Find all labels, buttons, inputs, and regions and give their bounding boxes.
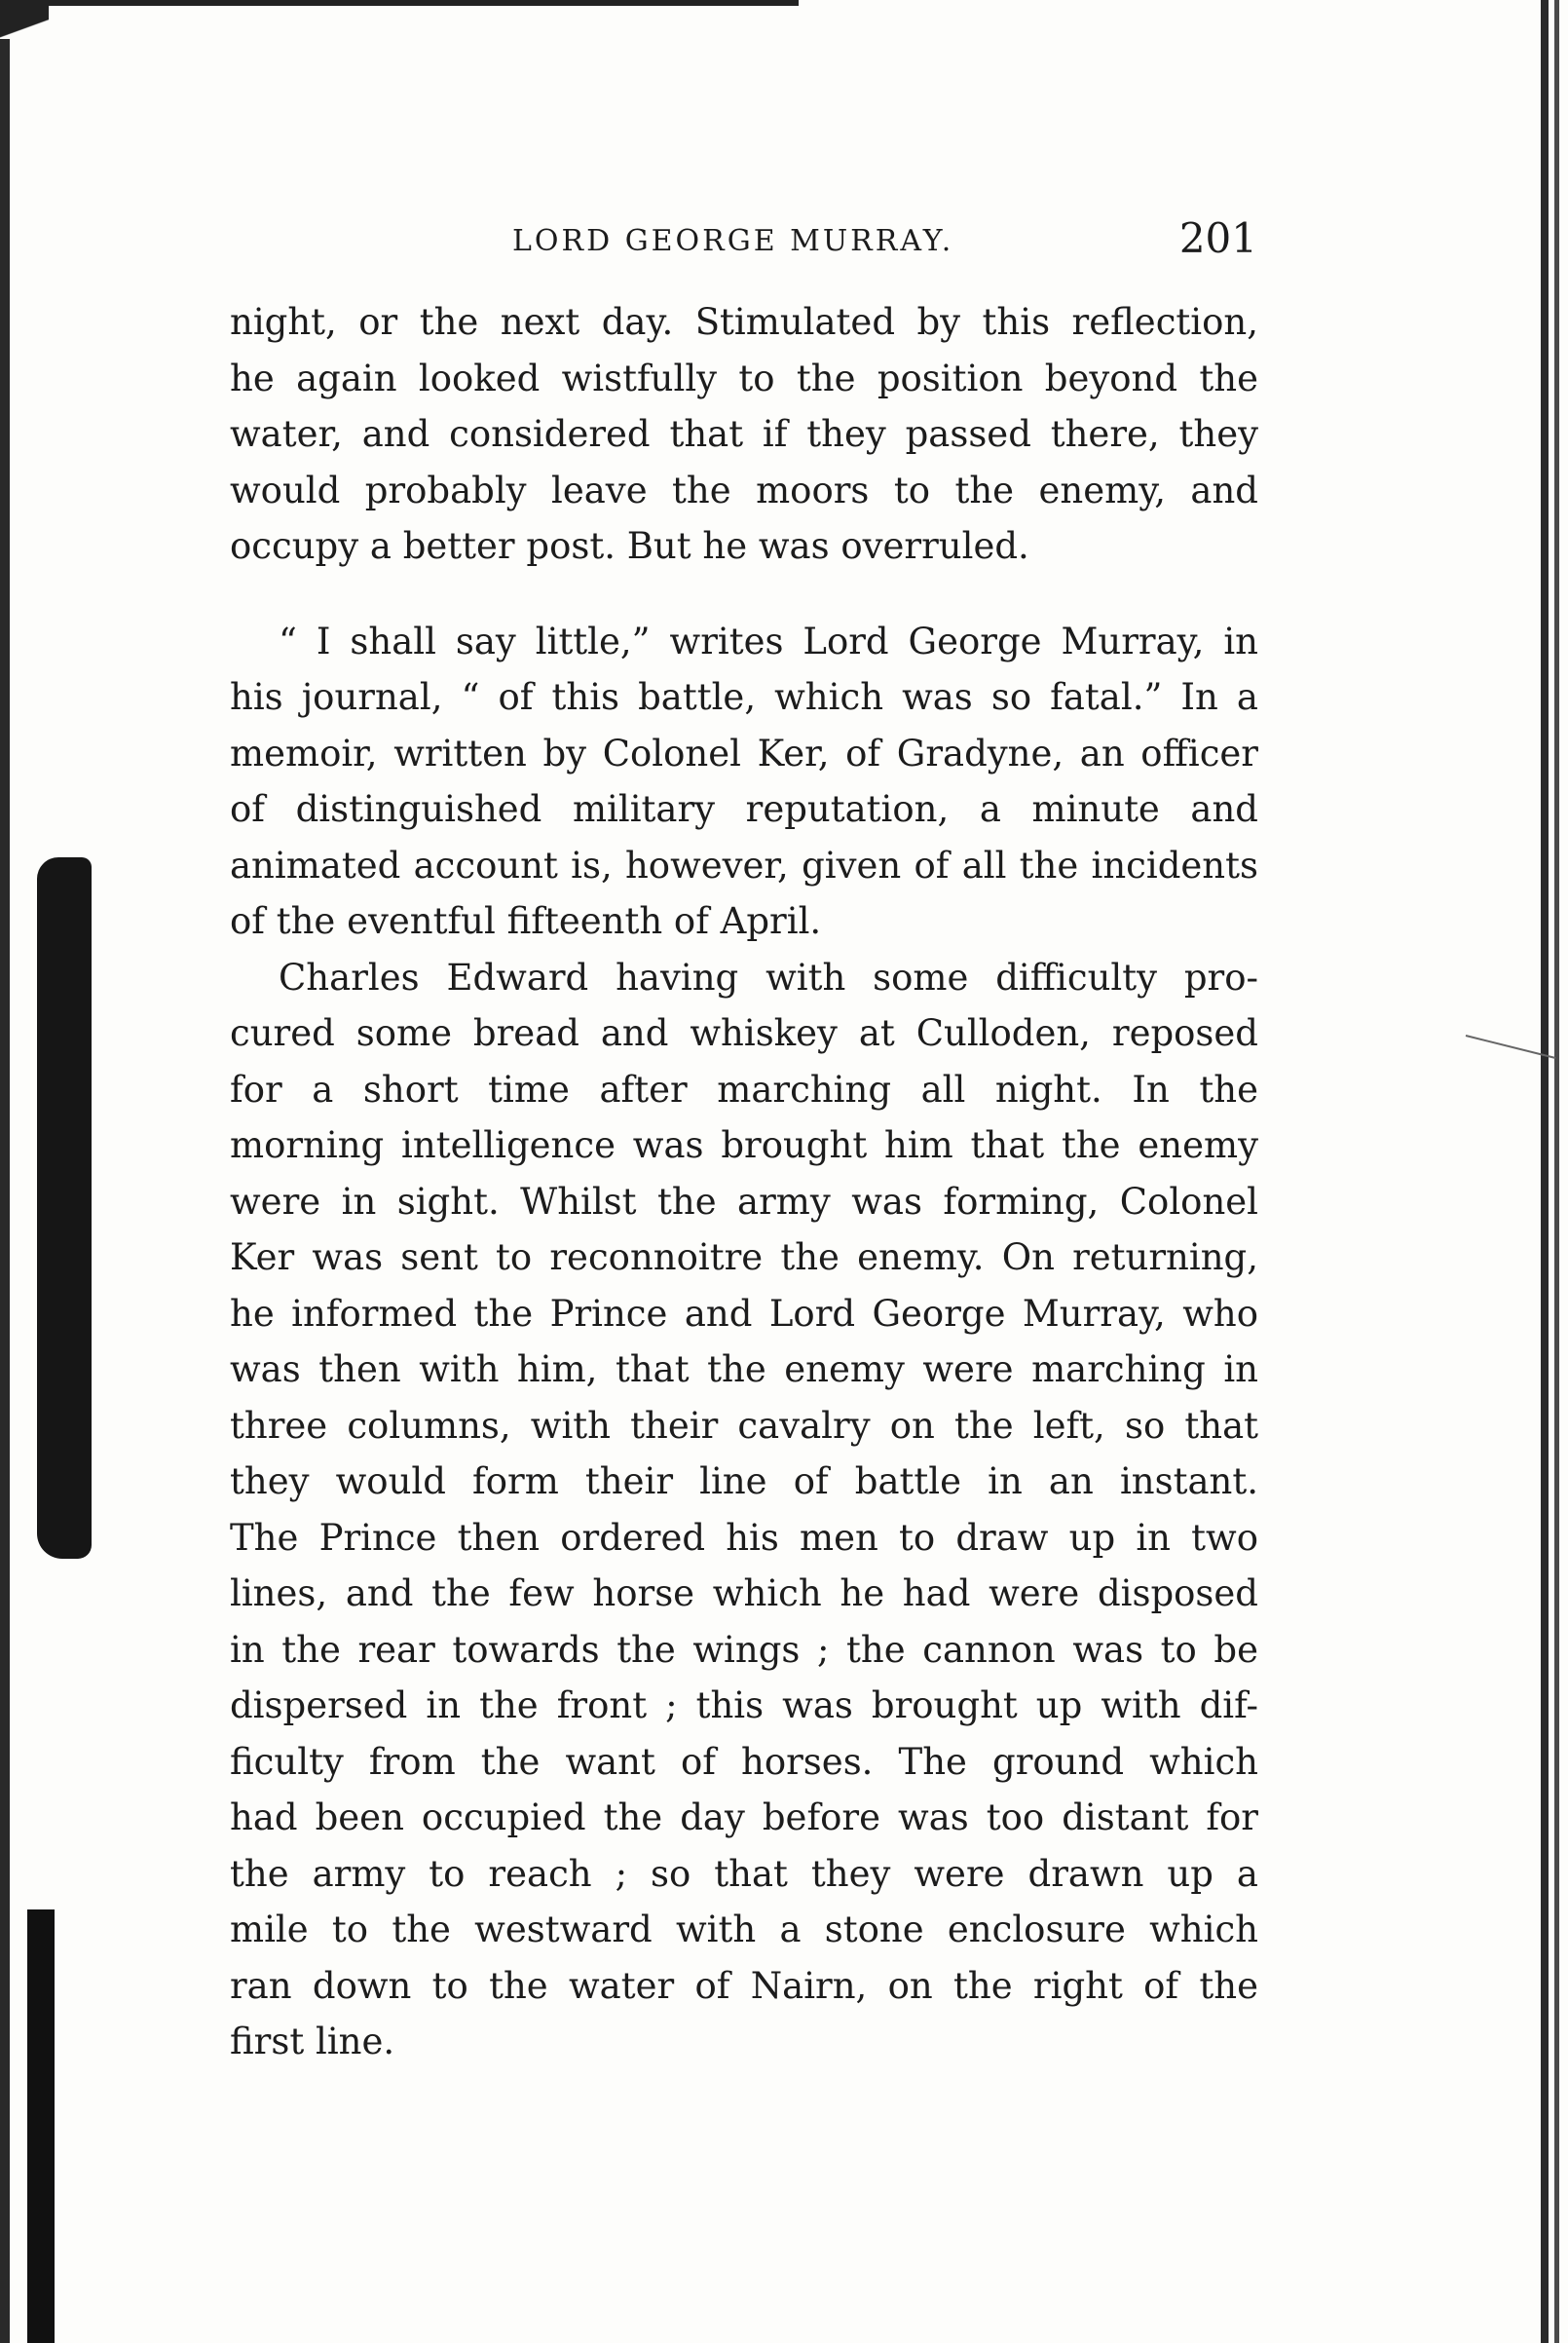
text-line: the army to reach ; so that they were drawn up a [230,1852,1258,1895]
text-line: The Prince then ordered his men to draw up in two [230,1516,1258,1559]
scan-binding-shadow [37,857,92,1559]
page-number: 201 [1178,214,1257,262]
text-line: for a short time after marching all night. In the [230,1068,1258,1111]
text-line: was then with him, that the enemy were marching in [230,1348,1258,1390]
text-line: Ker was sent to reconnoitre the enemy. On returning, [230,1236,1258,1278]
text-line: “ I shall say little,” writes Lord George Murray, in [279,620,1258,662]
scan-binding-shadow-lower [27,1909,55,2343]
text-line: animated account is, however, given of all the incidents [230,844,1258,887]
paragraph-spacer [230,575,1258,614]
text-line: had been occupied the day before was too distant for [230,1796,1258,1838]
text-line: mile to the westward with a stone enclosure which [230,1908,1258,1950]
text-line: lines, and the few horse which he had were disposed [230,1572,1258,1614]
text-line: memoir, written by Colonel Ker, of Gradyne, an officer [230,732,1258,775]
paragraph [230,614,1258,950]
text-line: water, and considered that if they passed there, they [230,413,1258,455]
body-text [230,294,1258,2070]
text-line: Charles Edward having with some difficulty pro- [279,956,1258,999]
paragraph [230,294,1258,575]
text-line: his journal, “ of this battle, which was so fatal.” In a [230,676,1258,718]
scan-right-edge [1541,0,1549,2343]
paragraph [230,950,1258,2070]
text-line: night, or the next day. Stimulated by this reflection, [230,301,1258,343]
text-line: of distinguished military reputation, a minute and [230,788,1258,830]
scan-left-edge [0,39,10,2343]
text-line: first line. [230,2021,395,2062]
text-line: morning intelligence was brought him that the enemy [230,1124,1258,1166]
text-line: would probably leave the moors to the enemy, and [230,469,1258,511]
text-line: in the rear towards the wings ; the cannon was to be [230,1628,1258,1671]
text-line: ran down to the water of Nairn, on the right of the [230,1964,1258,2007]
running-head: LORD GEORGE MURRAY. [512,224,954,258]
text-line: ficulty from the want of horses. The ground which [230,1740,1258,1783]
text-line: three columns, with their cavalry on the left, so that [230,1404,1258,1447]
text-line: cured some bread and whiskey at Culloden, reposed [230,1012,1258,1054]
text-line: he again looked wistfully to the position beyond the [230,357,1258,399]
scan-top-edge [0,0,799,6]
text-line: occupy a better post. But he was overruled. [230,525,1029,567]
scan-right-edge-outer [1554,0,1559,2343]
page-header [230,214,1257,273]
text-line: dispersed in the front ; this was brought up with dif- [230,1684,1258,1726]
text-line: they would form their line of battle in an instant. [230,1460,1258,1502]
text-line: he informed the Prince and Lord George Murray, who [230,1292,1258,1335]
text-line: of the eventful fifteenth of April. [230,900,822,942]
text-line: were in sight. Whilst the army was forming, Colonel [230,1180,1258,1223]
